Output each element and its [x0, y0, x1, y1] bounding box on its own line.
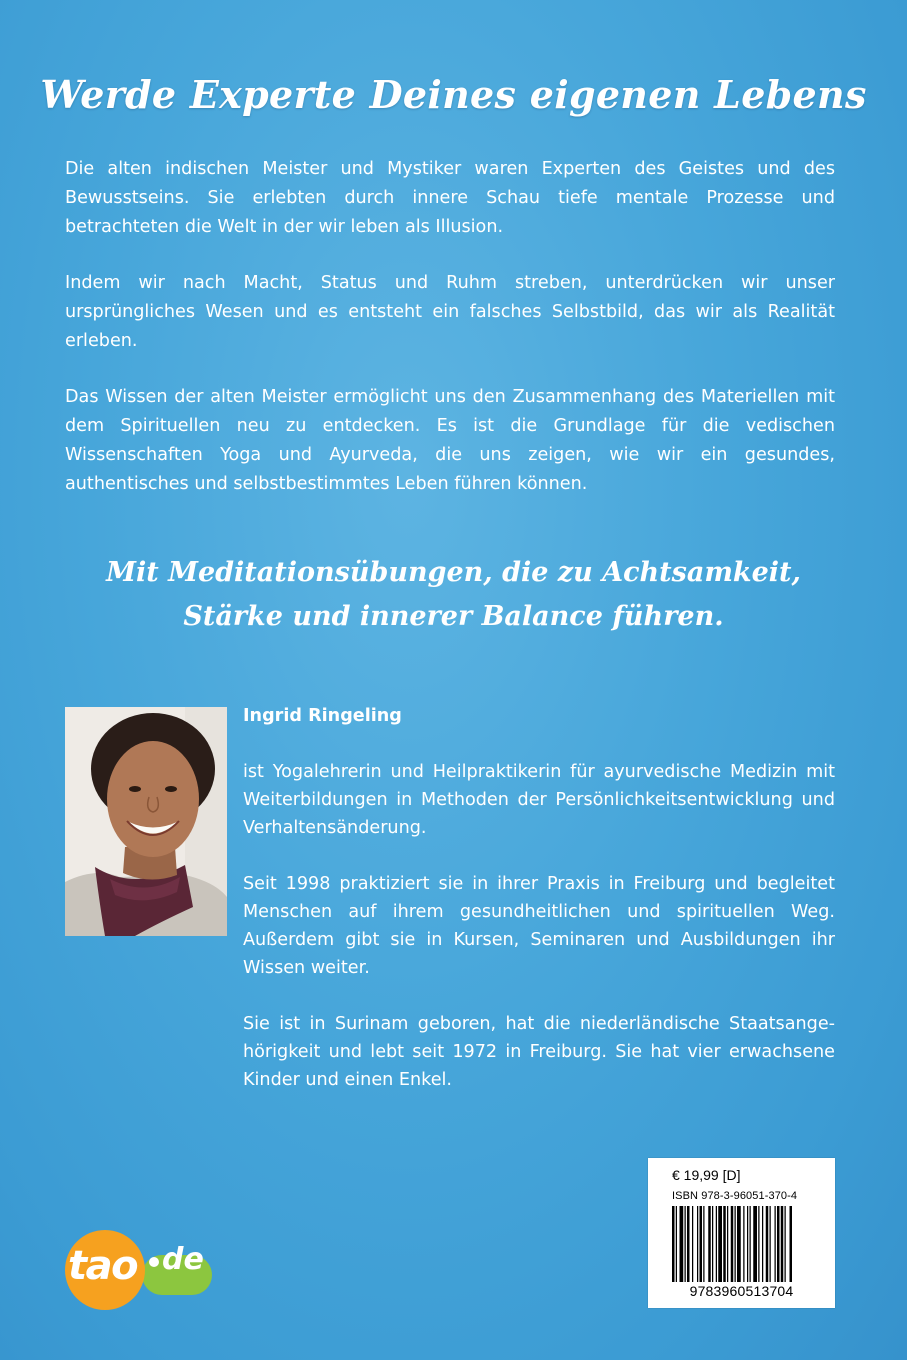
barcode-icon: [672, 1206, 832, 1282]
author-bio-3: Sie ist in Surinam geboren, hat die niederländische Staatsange-hörigkeit und lebt seit 1972 in Freiburg. Sie hat vier erwachsene Kinder und einen Enkel.: [243, 1014, 835, 1090]
slogan-line-2: Stärke und innerer Balance führen.: [183, 601, 724, 632]
intro-paragraph-2: Indem wir nach Macht, Status und Ruhm streben, unterdrücken wir unser ursprüngliches Wesen und es entsteht ein falsches Selbstbild, das wir als Realität erleben.: [65, 273, 835, 351]
logo-dot: [149, 1257, 159, 1267]
author-name: Ingrid Ringeling: [243, 706, 402, 726]
author-block: [243, 702, 835, 1122]
barcode-digits: 9783960513704: [689, 1283, 794, 1299]
barcode-box: [648, 1158, 835, 1308]
author-portrait-illustration: [65, 707, 227, 936]
intro-paragraph-3: Das Wissen der alten Meister ermöglicht uns den Zusammenhang des Materiellen mit dem Spirituellen neu zu entdecken. Es ist die Grundlage für die vedischen Wissenschaften Yoga und Ayurveda, die uns zeigen, wie wir ein gesundes, authentisches und selbstbestimmtes Leben führen können.: [65, 387, 835, 494]
author-photo: [65, 707, 227, 936]
intro-paragraph-1: Die alten indischen Meister und Mystiker waren Experten des Geistes und des Bewusstseins. Sie erlebten durch innere Schau tiefe mentale Prozesse und betrachteten die Welt in der wir leben als Illusion.: [65, 159, 835, 237]
author-bio-2: Seit 1998 praktiziert sie in ihrer Praxis in Freiburg und begleitet Menschen auf ihrem gesundheitlichen und spirituellen Weg. Außerdem gibt sie in Kursen, Seminaren und Ausbildungen ihr Wissen weiter.: [243, 874, 835, 978]
logo-text-de: de: [162, 1242, 204, 1277]
page-title: Werde Experte Deines eigenen Lebens: [40, 72, 867, 117]
slogan: [0, 551, 907, 639]
isbn-label: ISBN 978-3-96051-370-4: [672, 1190, 798, 1202]
price-label: € 19,99 [D]: [672, 1167, 741, 1183]
author-bio-1: ist Yogalehrerin und Heilpraktikerin für ayurvedische Medizin mit Weiterbildungen in Methoden der Persönlichkeitsentwicklung und Verhaltensänderung.: [243, 762, 835, 838]
slogan-line-1: Mit Meditationsübungen, die zu Achtsamkeit,: [106, 557, 801, 588]
logo-text-tao: tao: [68, 1243, 138, 1289]
